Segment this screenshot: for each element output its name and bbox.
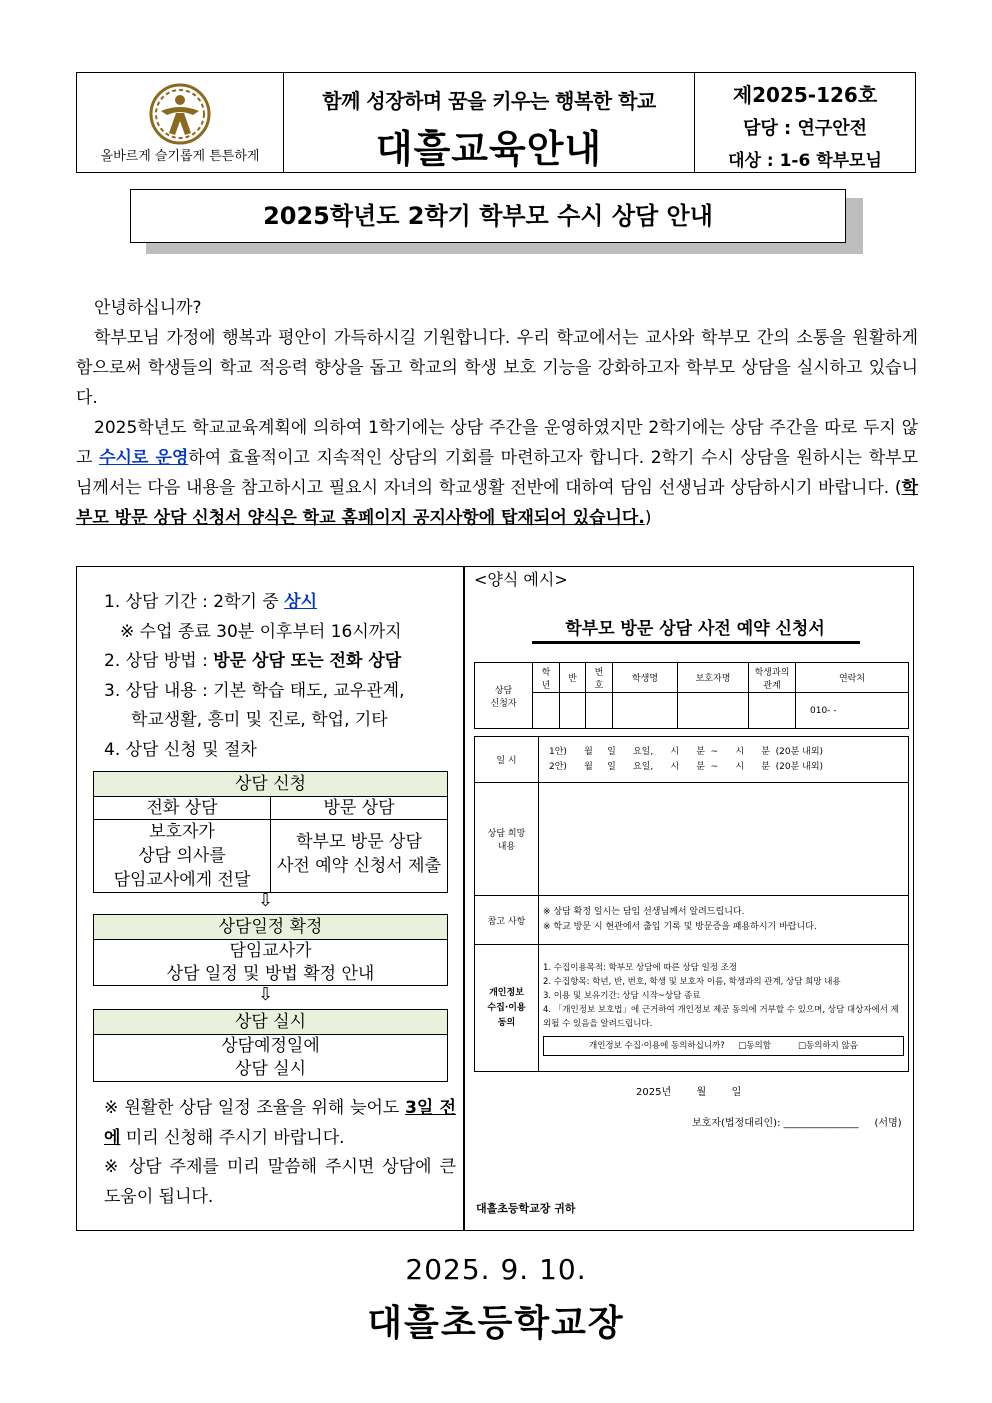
guardian-sign: 보호자(법정대리인): _______________ (서명) <box>692 1118 902 1129</box>
phone-label: 전화 상담 <box>146 798 218 818</box>
deadline: 3일 전에 <box>104 1098 457 1148</box>
header-meta <box>695 73 915 172</box>
visit-label: 방문 상담 <box>270 797 447 819</box>
form-addressee: 대흘초등학교장 귀하 <box>476 1202 576 1215</box>
document-title: 2025학년도 2학기 학부모 수시 상담 안내 <box>130 189 846 243</box>
consult-form-table: 일 시 1안) 월 일 요일, 시 분 ~ 시 분 (20분 내외) 2안) 월 일 요일, 시 분 ~ 시 분 (20분 내외) 상담 희망 내용 참고 사항 ※ 상담 확정 일시는 담임 선생님께서 알려드립니다. ※ 학교 방문 시 현관에서 출입 기록 및 방문증을 패용하시기 바랍니다. 개인정보 수집·이용 동의 1. 수집이용목적: 학부모 상담에 따른 상담 일정 조정 2. 수집항목: 학년, 반, 번호, 학생 및 보호자 이름, 학생과의 관계, 상담 희망 내용 3. 이용 및 보유기간: 상담 시작~상담 종료 4. 「개인정보 보호법」에 근거하여 개인정보 제공 동의에 거부할 수 있으며, 상담 대상자에서 제외될 수 있음을 알려드립니다. 개인정보 수집·이용에 동의하십니까? □동의함 □동의하지 않음 <box>474 736 909 1072</box>
p2-form-notice: 학부모 방문 상담 신청서 양식은 학교 홈페이지 공지사항에 탑재되어 있습니다. <box>76 478 918 528</box>
applicant-table: 상담 신청자 학 년 반 번 호 학생명 보호자명 학생과의 관계 연락처 010- - <box>474 662 909 729</box>
arrow-down-icon: ⇩ <box>258 890 274 911</box>
content-line-2: 학교생활, 흥미 및 진로, 학업, 기타 <box>131 710 388 730</box>
phone-desc: 보호자가 상담 의사를 담임교사에게 전달 <box>113 822 251 890</box>
conduct-box: 상담 실시 상담예정일에 상담 실시 <box>93 1009 448 1082</box>
phone-field: 010- - <box>796 693 909 729</box>
principal-signature: 대흘초등학교장 <box>367 1303 625 1344</box>
letter-body <box>76 293 918 533</box>
frame-divider <box>463 566 465 1231</box>
privacy-label: 개인정보 수집·이용 동의 <box>475 945 539 1072</box>
confirm-head: 상담일정 확정 <box>94 915 447 940</box>
apply-head: 상담 신청 <box>94 772 447 797</box>
procedure-line: 4. 상담 신청 및 절차 <box>104 739 257 760</box>
newsletter-title: 대흘교육안내 <box>375 127 603 171</box>
paragraph-1: 학부모님 가정에 행복과 평안이 가득하시길 기원합니다. 우리 학교에서는 교사와 학부모 간의 소통을 원활하게 함으로써 학생들의 학교 적응력 향상을 돕고 학교의 학생 보호 기능을 강화하고자 학부모 상담을 실시하고 있습니다. <box>76 328 918 408</box>
method-value: 방문 상담 또는 전화 상담 <box>213 651 402 671</box>
when-label: 일 시 <box>475 737 539 783</box>
period-note: ※ 수업 종료 30분 이후부터 16시까지 <box>120 621 402 642</box>
school-motto: 올바르게 슬기롭게 튼튼하게 <box>100 149 260 164</box>
header <box>76 72 916 173</box>
form-title: 학부모 방문 상담 사전 예약 신청서 <box>565 619 825 639</box>
p2-text-a: 2025학년도 학교교육계획에 의하여 1학기에는 상담 주간을 운영하였지만 2학기에는 상담 주간을 따로 두지 않고 <box>76 418 918 468</box>
period-highlight: 상시 <box>284 592 317 612</box>
method-line: 2. 상담 방법 : 방문 상담 또는 전화 상담 <box>104 651 402 671</box>
form-title-underline <box>532 641 860 644</box>
visit-desc: 학부모 방문 상담 사전 예약 신청서 제출 <box>270 820 447 893</box>
notes <box>104 1094 456 1212</box>
consent-box: 개인정보 수집·이용에 동의하십니까? □동의함 □동의하지 않음 <box>543 1036 904 1056</box>
conduct-head: 상담 실시 <box>94 1010 447 1035</box>
school-emblem-icon <box>149 83 211 145</box>
hope-label: 상담 희망 내용 <box>475 783 539 896</box>
header-center <box>284 73 695 172</box>
audience: 대상 : 1-6 학부모님 <box>728 151 882 171</box>
paragraph-2 <box>76 413 918 533</box>
consult-info <box>104 588 456 765</box>
greeting: 안녕하십니까? <box>94 298 202 318</box>
issue-number: 제2025-126호 <box>732 83 878 107</box>
ref-label: 참고 사항 <box>475 896 539 945</box>
apply-box <box>93 771 448 893</box>
issue-date: 2025. 9. 10. <box>405 1253 587 1286</box>
confirm-box: 상담일정 확정 담임교사가 상담 일정 및 방법 확정 안내 <box>93 914 448 986</box>
applicant-label: 상담 신청자 <box>475 663 533 729</box>
p2-text-c: 하여 효율적이고 지속적인 상담의 기회를 마련하고자 합니다. 2학기 수시 상담을 원하시는 학부모님께서는 다음 내용을 참고하시고 필요시 자녀의 학교생활 전반에 대하여 담임 선생님과 상담하시기 바랍니다. ( <box>76 448 918 498</box>
note-1: ※ 원활한 상담 일정 조율을 위해 늦어도 3일 전에 미리 신청해 주시기 바랍니다. <box>104 1098 457 1148</box>
period-line: 1. 상담 기간 : 2학기 중 상시 <box>104 592 317 612</box>
form-date: 2025년 월 일 <box>636 1087 742 1098</box>
form-example-label: <양식 예시> <box>474 570 568 589</box>
school-logo-cell <box>77 73 284 172</box>
school-slogan: 함께 성장하며 꿈을 키우는 행복한 학교 <box>322 89 656 113</box>
p2-highlight: 수시로 운영 <box>99 448 189 468</box>
content-line: 3. 상담 내용 : 기본 학습 태도, 교우관계, <box>104 680 405 701</box>
p2-text-e: ) <box>644 508 652 528</box>
arrow-down-icon: ⇩ <box>258 984 274 1005</box>
department: 담당 : 연구안전 <box>742 118 868 139</box>
note-2: ※ 상담 주제를 미리 말씀해 주시면 상담에 큰 도움이 됩니다. <box>104 1157 456 1207</box>
